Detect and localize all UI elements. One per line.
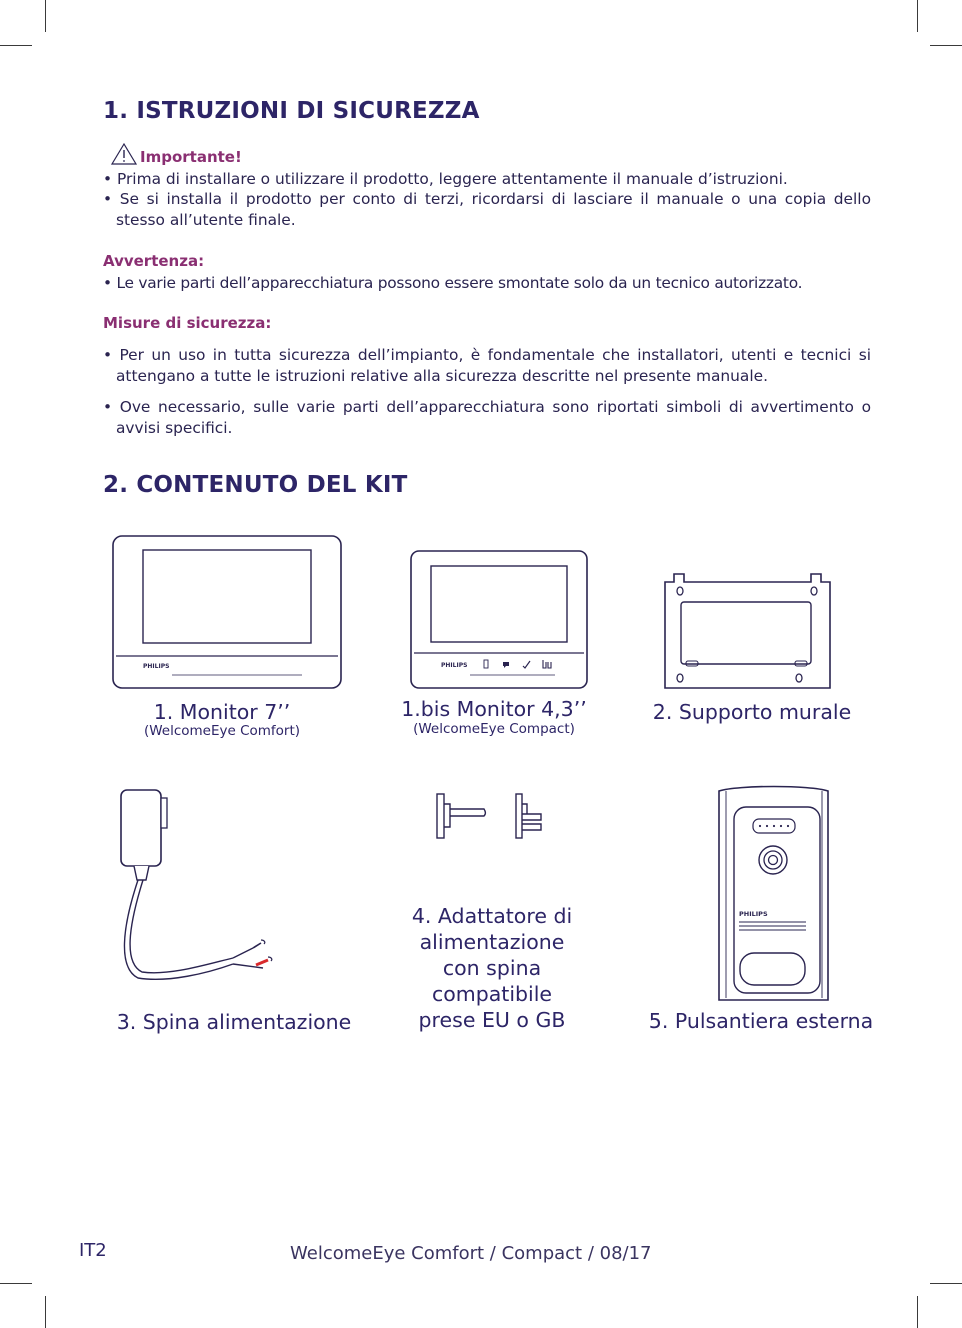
crop-mark [45,1296,46,1328]
door-station-brand: PHILIPS [739,910,768,918]
warning-label: Avvertenza: [103,252,205,270]
doorbell-label: 5. Pulsantiera esterna [648,1009,874,1033]
monitor-7-illustration [112,535,342,690]
page-number: IT2 [79,1240,107,1261]
monitor-7-brand: PHILIPS [143,663,170,670]
safety-item-2: • Ove necessario, sulle varie parti dell’apparecchiatura sono riportati simboli di avvertimento o avvisi specifici. [103,398,871,437]
crop-mark [45,0,46,32]
adapter-label-line: alimentazione [419,930,565,954]
crop-mark [0,45,32,46]
monitor-43-sub: (WelcomeEye Compact) [413,721,575,737]
power-supply-illustration [118,788,280,983]
bracket-label: 2. Supporto murale [652,700,852,724]
monitor-43-brand: PHILIPS [441,662,468,669]
crop-mark [917,1296,918,1328]
warning-triangle-icon [111,143,137,165]
monitor-7-label: 1. Monitor 7’’ [153,700,291,724]
adapter-label-line: compatibile [431,982,553,1006]
safety-label: Misure di sicurezza: [103,314,272,332]
adapter-label-line: 4. Adattatore di [411,904,573,928]
crop-mark [917,0,918,32]
adapter-label [392,903,592,1033]
door-station-illustration [718,783,830,1003]
plug-adapter-eu-icon [436,792,488,840]
power-label: 3. Spina alimentazione [116,1010,352,1034]
section-title-kit: 2. CONTENUTO DEL KIT [103,472,408,498]
section-title-safety: 1. ISTRUZIONI DI SICUREZZA [103,98,480,124]
warning-text: • Le varie parti dell’apparecchiatura possono essere smontate solo da un tecnico autorizzato. [103,274,803,292]
crop-mark [930,1283,962,1284]
important-item-2: • Se si installa il prodotto per conto di terzi, ricordarsi di lasciare il manuale o una copia dello stesso all’utente finale. [103,190,871,229]
important-item-1: • Prima di installare o utilizzare il prodotto, leggere attentamente il manuale d’istruzioni. [103,170,788,188]
plug-adapter-gb-icon [515,792,543,840]
important-label: Importante! [140,148,242,166]
crop-mark [930,45,962,46]
adapter-label-line: con spina [442,956,542,980]
crop-mark [0,1283,32,1284]
adapter-label-line: prese EU o GB [418,1008,566,1032]
monitor-43-illustration [410,550,588,690]
wall-bracket-illustration [664,572,832,690]
doc-footer: WelcomeEye Comfort / Compact / 08/17 [290,1243,652,1264]
safety-item-1: • Per un uso in tutta sicurezza dell’impianto, è fondamentale che installatori, utenti e tecnici si attengano a tutte le istruzioni relative alla sicurezza descritte nel presente manuale. [103,346,871,385]
monitor-43-label: 1.bis Monitor 4,3’’ [401,697,587,721]
monitor-7-sub: (WelcomeEye Comfort) [143,723,301,739]
